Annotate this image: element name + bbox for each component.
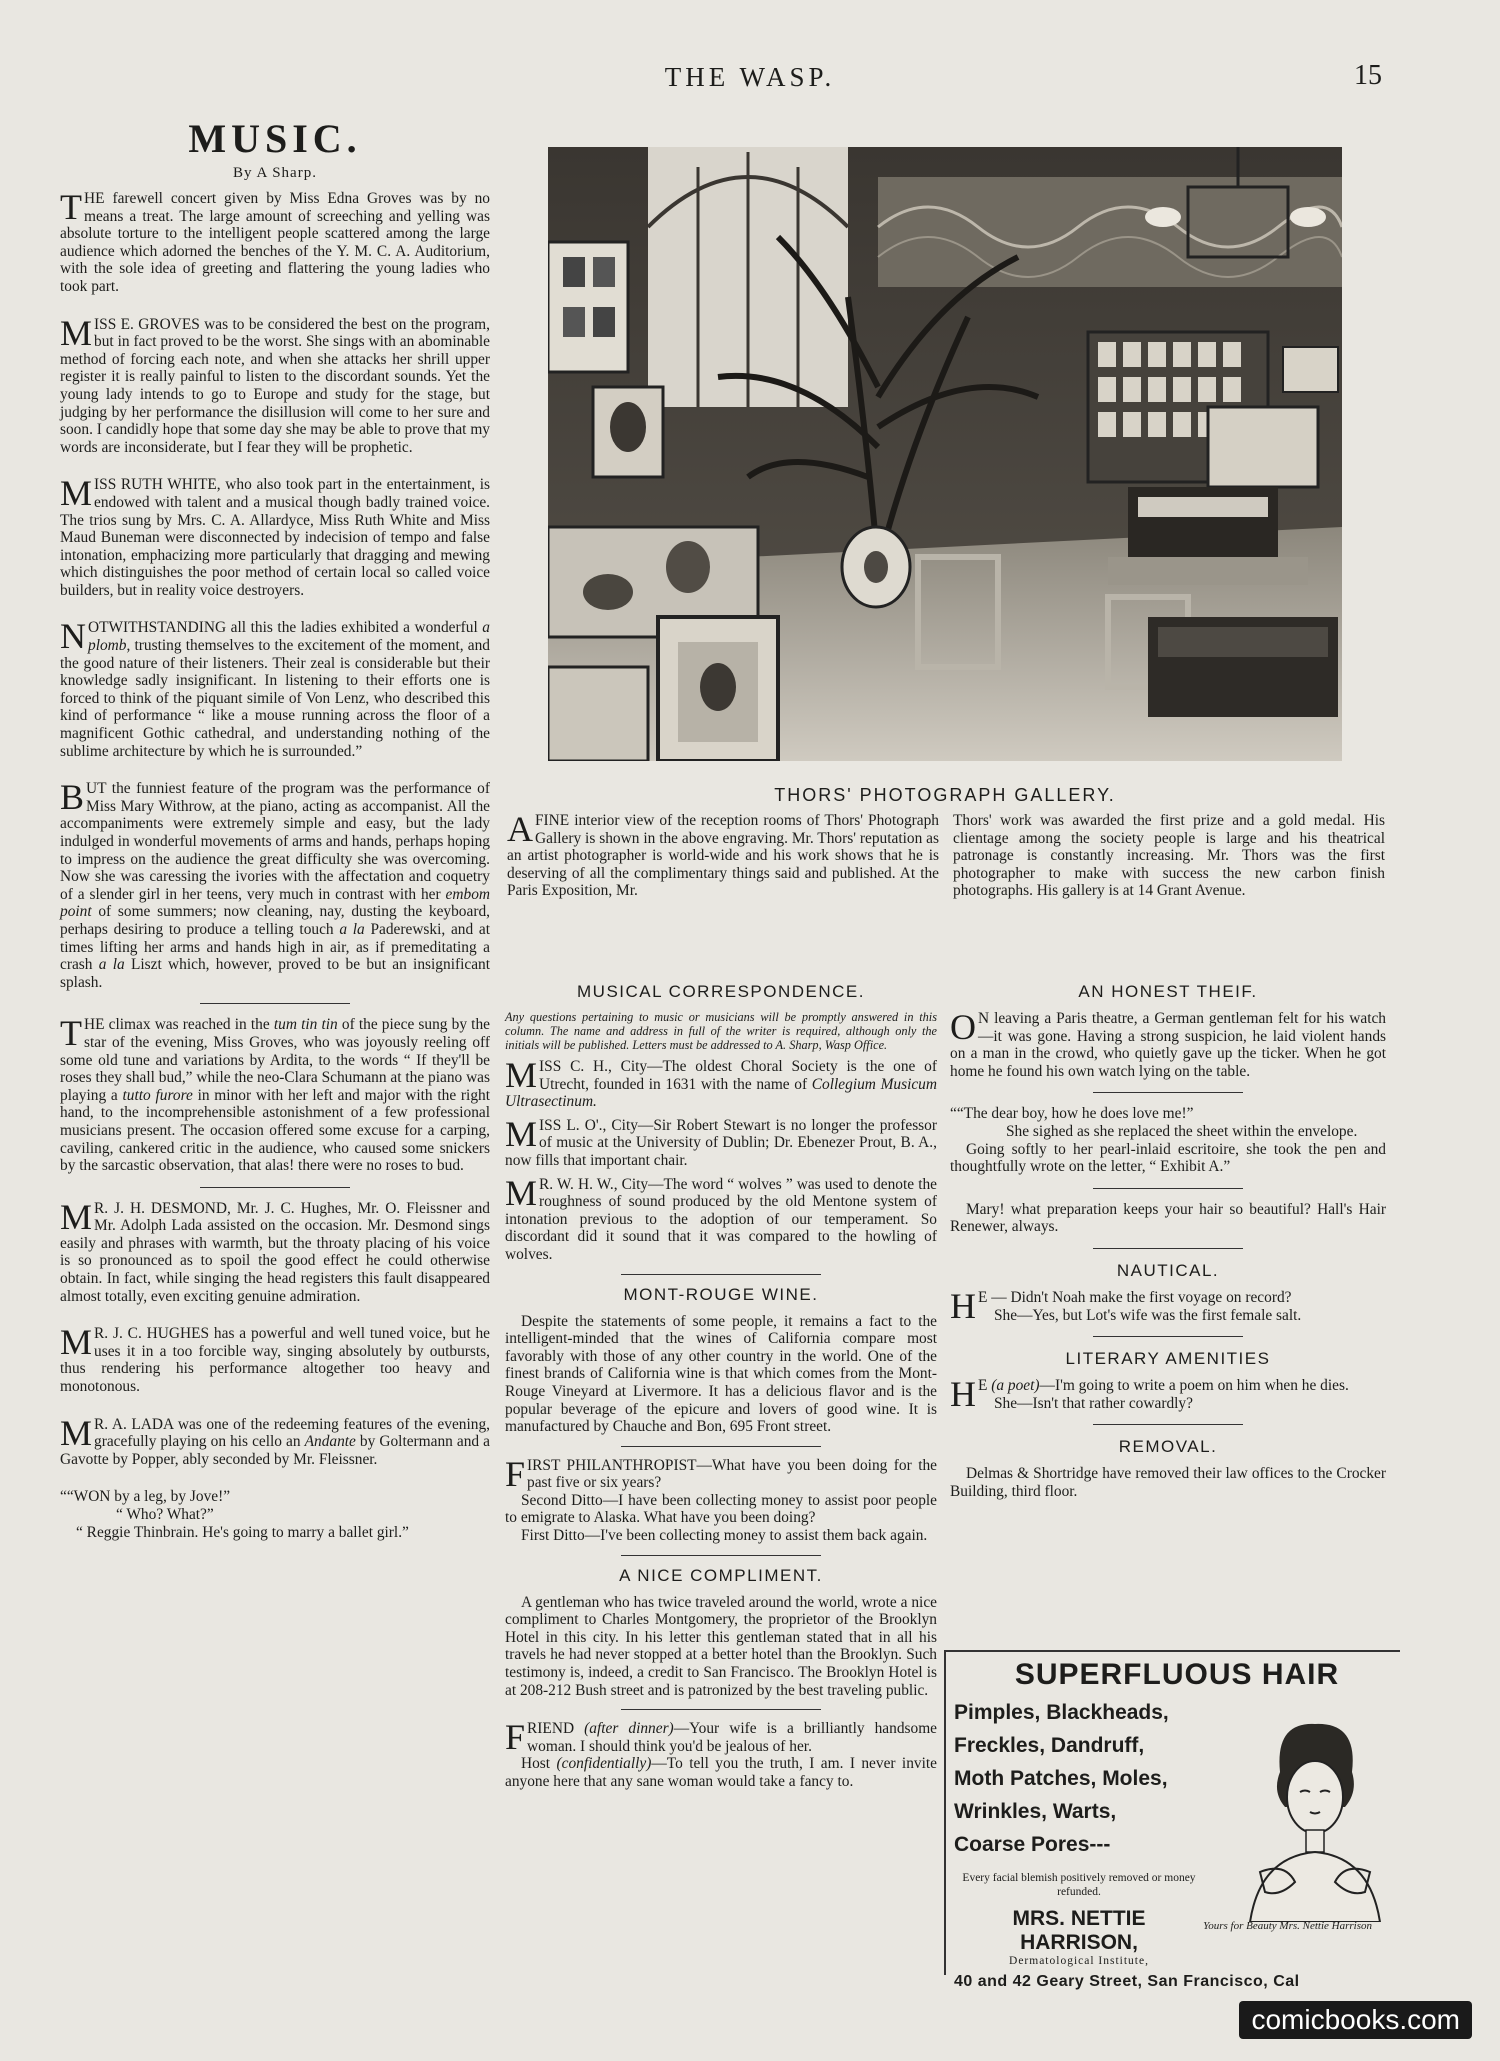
music-paragraph: BUT the funniest feature of the program was the performance of Miss Mary Withrow, at the piano, acting as accompanist. All the accompaniments were extremely simple and easy, but the lady indulged in wonderful movements of arms and hands, perhaps hoping to impress on the audience the great difficulty she was overcoming. Now she was caressing the ivories with the affectation and coquetry of a slender girl in her teens, very much in contrast with her embom point of some summers; now cleaning, nay, dusting the keyboard, perhaps desiring to produce a telling touch a la Paderewski, and at times lifting her arms and hands high in air, as if premeditating a crash a la Liszt which, however, proved to be but an insignificant splash. [60, 777, 491, 991]
correspondence-heading: MUSICAL CORRESPONDENCE. [577, 982, 865, 1001]
music-paragraph: THE climax was reached in the tum tin tin of the piece sung by the star of the evening, Miss Groves, who was joyously reeling off some old tune and variations by Ardita, to the words “ If they'll be roses they shall bud,” while the neo-Clara Schumann at the piano was playing a tutto furore in minor with her left and major with the right hand, to the incomprehensible astonishment of a few professional musicians present. The occasion offered some excuse for a carping, caviling, cankered critic in the audience, who caused some snickers by the sarcastic observation, that alas! there were no roses to bud. [60, 1013, 490, 1175]
ad-item: Moth Patches, Moles, [954, 1767, 1168, 1790]
music-paragraph: MISS RUTH WHITE, who also took part in the entertainment, is endowed with talent and a musical though badly trained voice. The trios sung by Mrs. C. A. Allardyce, Miss Ruth White and Miss Maud Buneman were disconnected by indecision of tempo and false intonation, emphacizing more particularly that dragging and mewing which distinguishes the poor method of certain local so called voice builders, but in reality voice destroyers. [60, 473, 490, 599]
middle-column [505, 978, 937, 1791]
joke-line: ““WON by a leg, by Jove!” [60, 1488, 231, 1506]
divider-rule [621, 1446, 821, 1447]
thief-text: O N leaving a Paris theatre, a German gentleman felt for his watch—it was gone. Having a strong suspicion, he laid violent hands on a man in the crowd, who quietly gave up the ticker. When he got home he found his own watch lying on the table. [950, 1007, 1386, 1080]
music-paragraph: M R. A. LADA was one of the redeeming features of the evening, gracefully playing on his cello an Andante by Goltermann and a Gavotte by Popper, ably seconded by Mr. Fleissner. [60, 1412, 490, 1468]
dear-boy-line: ““The dear boy, how he does love me!” [950, 1105, 1194, 1123]
music-paragraph: THE farewell concert given by Miss Edna Groves was by no means a treat. The large amount of screeching and yelling was absolute torture to the intelligent people scattered among the large audience which adorned the benches of the Y. M. C. A. Auditorium, with the sole idea of greeting and flattering the young ladies who took part. [60, 187, 490, 295]
philanthropist-line: First Ditto—I've been collecting money to assist them back again. [521, 1527, 928, 1545]
drop-cap: M [505, 1113, 538, 1154]
joke-line: “ Who? What?” [116, 1506, 214, 1523]
portrait-illustration [1240, 1712, 1390, 1927]
joke-line: “ Reggie Thinbrain. He's going to marry a ballet girl.” [76, 1523, 409, 1541]
ad-item: Pimples, Blackheads, [954, 1701, 1169, 1724]
drop-cap: M [60, 1322, 93, 1363]
drop-cap: M [60, 1196, 93, 1237]
divider-rule [621, 1709, 821, 1710]
woman-portrait-icon [1240, 1712, 1390, 1922]
dear-boy-line: Going softly to her pearl-inlaid escritoire, she took the pen and thoughtfully wrote on the letter, “ Exhibit A.” [950, 1140, 1386, 1176]
removal-text: Delmas & Shortridge have removed their law offices to the Crocker Building, third floor. [950, 1465, 1386, 1500]
drop-cap: F [505, 1453, 526, 1494]
divider-rule [621, 1555, 821, 1556]
divider-rule [1093, 1092, 1243, 1093]
drop-cap: N [60, 616, 86, 657]
philanthropist-line: FIRST PHILANTHROPIST—What have you been doing for the past five or six years? [505, 1453, 937, 1494]
wine-text: Despite the statements of some people, it remains a fact to the intelligent-minded that the wines of California compare most favorably with those of any other country in the world. One of the finest brands of California wine is that which comes from the Mont-Rouge Vineyard at Livermore. It has a delicious flavor and is the popular beverage of the epicure and lovers of good wine. It is manufactured by Chauche and Bon, 695 Front street. [505, 1312, 937, 1436]
thief-heading: AN HONEST THEIF. [1078, 982, 1258, 1001]
literary-line: She—Isn't that rather cowardly? [994, 1394, 1193, 1412]
drop-cap: O [950, 1007, 976, 1047]
drop-cap: H [950, 1285, 976, 1326]
nautical-line: She—Yes, but Lot's wife was the first female salt. [994, 1306, 1302, 1324]
wine-heading: MONT-ROUGE WINE. [623, 1284, 819, 1304]
gallery-interior-image [548, 147, 1342, 761]
ad-item: Freckles, Dandruff, [954, 1734, 1145, 1757]
drop-cap: M [505, 1172, 538, 1213]
dear-boy-line: She sighed as she replaced the sheet within the envelope. [1006, 1122, 1358, 1140]
literary-line: H E (a poet)—I'm going to write a poem on him when he dies. [950, 1374, 1349, 1415]
page-number: 15 [1354, 60, 1382, 91]
ad-title: SUPERFLUOUS HAIR [1014, 1658, 1340, 1691]
signature: Yours for Beauty Mrs. Nettie Harrison [1203, 1920, 1372, 1932]
gallery-photograph [548, 147, 1342, 761]
drop-cap: H [950, 1374, 976, 1415]
watermark: comicbooks.com [1239, 2001, 1472, 2039]
friend-line: FRIEND (after dinner)—Your wife is a brilliantly handsome woman. I should think you'd be jealous of her. [505, 1717, 938, 1758]
music-paragraph: M R. J. C. HUGHES has a powerful and well tuned voice, but he uses it in a too forcible way, singing absolutely by outbursts, thus rendering his performance altogether too heavy and monotonous. [60, 1322, 490, 1396]
ad-item: Coarse Pores--- [954, 1833, 1111, 1856]
music-paragraph: M R. J. H. DESMOND, Mr. J. C. Hughes, Mr. O. Fleissner and Mr. Adolph Lada assisted on the occasion. Mr. Desmond sings easily and phrases with warmth, but the throaty placing of his voice is so pronounced as to spoil the good effect he could otherwise obtain. In fact, while singing the head registers this fault disappeared almost totally, even exciting genuine admiration. [60, 1196, 490, 1305]
correspondence-item: MISS C. H., City—The oldest Choral Society is the one of Utrecht, founded in 1631 with the name of Collegium Musicum Ultrasectinum. [505, 1055, 937, 1111]
divider-rule [200, 1003, 350, 1004]
literary-heading: LITERARY AMENITIES [1065, 1349, 1271, 1369]
gallery-text-left: AFINE interior view of the reception rooms of Thors' Photograph Gallery is shown in the above engraving. Mr. Thors' reputation as an artist photographer is world-wide and his work shows that he is deserving of all the complimentary things said and published. At the Paris Exposition, Mr. [507, 809, 939, 900]
drop-cap: T [60, 187, 82, 227]
philanthropist-line: Second Ditto—I have been collecting money to assist poor people to emigrate to Alaska. What have you been doing? [505, 1491, 937, 1527]
divider-rule [1093, 1188, 1243, 1189]
drop-cap: M [505, 1055, 538, 1095]
drop-cap: B [60, 777, 85, 818]
ad-item: Wrinkles, Warts, [954, 1800, 1117, 1823]
removal-heading: REMOVAL. [1118, 1437, 1218, 1457]
photo-caption: THORS' PHOTOGRAPH GALLERY. [774, 785, 1116, 805]
hair-advertisement [944, 1650, 1400, 1990]
mary-text: Mary! what preparation keeps your hair so beautiful? Hall's Hair Renewer, always. [950, 1200, 1386, 1236]
divider-rule [1093, 1424, 1243, 1425]
compliment-heading: A NICE COMPLIMENT. [619, 1565, 823, 1585]
compliment-text: A gentleman who has twice traveled around the world, wrote a nice compliment to Charles Montgomery, the proprietor of the Brooklyn Hotel in this city. In his letter this gentleman stated that in all his travels he had never stopped at a better hotel than the Brooklyn. Such testimony is, indeed, a credit to San Francisco. The Brooklyn Hotel is at 208-212 Bush street and is patronized by the best traveling public. [505, 1593, 937, 1699]
music-paragraph: MISS E. GROVES was to be considered the best on the program, but in fact proved to be the worst. She sings with an abominable method of forcing each note, and when she attacks her shrill upper register it is really painful to listen to the discordant sounds. Yet the young lady intends to go to Europe and study for the stage, but judging by her performance the disillusion will come to her sure and soon. I candidly hope that some day she may be able to prove that my words are inconsiderate, but I fear they will be prophetic. [60, 312, 490, 456]
gallery-text-right: Thors' work was awarded the first prize and a gold medal. His clientage among the society people is large and his theatrical patronage is constantly increasing. Mr. Thors was the first photographer to make with success the new carbon finish photographs. His gallery is at 14 Grant Avenue. [953, 812, 1385, 900]
music-column [60, 115, 490, 1541]
byline: By A Sharp. [233, 165, 317, 181]
ad-proprietor: MRS. NETTIE HARRISON, [1012, 1907, 1146, 1954]
right-column [950, 978, 1386, 1501]
friend-line: Host (confidentially)—To tell you the truth, I am. I never invite anyone here that any sane woman would take a fancy to. [505, 1755, 937, 1790]
divider-rule [1093, 1336, 1243, 1337]
ad-address: 40 and 42 Geary Street, San Francisco, Cal [954, 1973, 1300, 1990]
drop-cap: A [507, 809, 533, 849]
drop-cap: F [505, 1717, 526, 1758]
ad-institute: Dermatological Institute, [1009, 1955, 1149, 1967]
drop-cap: M [60, 473, 93, 514]
drop-cap: M [60, 1412, 93, 1453]
drop-cap: M [60, 312, 93, 353]
divider-rule [621, 1274, 821, 1275]
nautical-heading: NAUTICAL. [1116, 1260, 1220, 1280]
correspondence-item: M R. W. H. W., City—The word “ wolves ” was used to denote the roughness of sound produced by the old Mentone system of intonation previous to the adoption of our temperament. So discordant did it sound that it was compared to the howling of wolves. [505, 1172, 937, 1263]
correspondence-note: Any questions pertaining to music or musicians will be promptly answered in this column. The name and address in full of the writer is required, although only the initials will be published. Letters must be addressed to A. Sharp, Wasp Office. [505, 1010, 937, 1052]
music-title: MUSIC. [188, 116, 362, 161]
nautical-line: H E — Didn't Noah make the first voyage on record? [950, 1285, 1292, 1326]
ad-guarantee: Every facial blemish positively removed or money refunded. [962, 1872, 1196, 1898]
drop-cap: T [60, 1013, 82, 1054]
divider-rule [1093, 1248, 1243, 1249]
running-head: THE WASP. [664, 62, 836, 92]
music-paragraph: NOTWITHSTANDING all this the ladies exhibited a wonderful a plomb, trusting themselves to the excitement of the moment, and the good nature of their listeners. Their zeal is considerable but their knowledge sadly insignificant. In listening to their efforts one is forced to think of the piquant simile of Von Lenz, who described this kind of performance “ like a mouse running across the floor of a magnificent Gothic cathedral, and understanding nothing of the sublime architecture by which he is surrounded.” [60, 616, 490, 760]
correspondence-item: MISS L. O'., City—Sir Robert Stewart is no longer the professor of music at the University of Dublin; Dr. Ebenezer Prout, B. A., now fills that important chair. [505, 1113, 937, 1169]
divider-rule [200, 1187, 350, 1188]
